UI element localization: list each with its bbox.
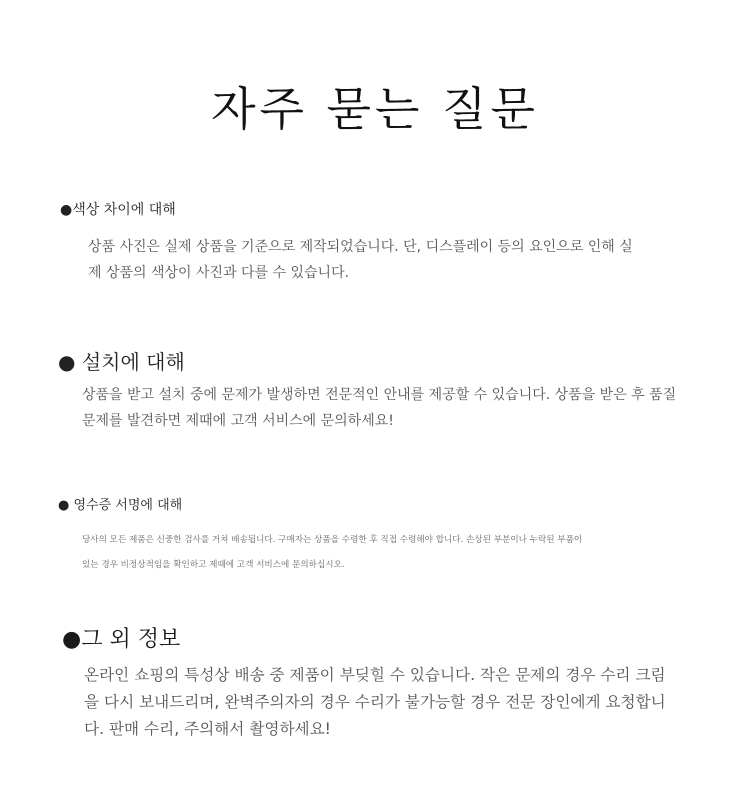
section-heading-text: 색상 차이에 대해 <box>72 202 176 218</box>
body-line: 상품을 받고 설치 중에 문제가 발생하면 전문적인 안내를 제공할 수 있습니다. 상품을 받은 후 품질 <box>82 387 677 403</box>
section-body <box>82 382 676 434</box>
body-line: 문제를 발견하면 제때에 고객 서비스에 문의하세요! <box>82 413 394 429</box>
body-line: 상품 사진은 실제 상품을 기준으로 제작되었습니다. 단, 디스플레이 등의 요인으로 인해 실 <box>88 239 633 255</box>
body-line: 당사의 모든 제품은 신중한 검사를 거쳐 배송됩니다. 구매자는 상품을 수령한 후 직접 수령해야 합니다. 손상된 부분이나 누락된 부품이 <box>82 535 583 545</box>
section-heading <box>58 496 182 516</box>
body-line: 을 다시 보내드리며, 완벽주의자의 경우 수리가 불가능할 경우 전문 장인에게 요청합니 <box>84 693 666 711</box>
section-heading <box>60 200 176 220</box>
section-body <box>88 234 633 286</box>
body-line: 있는 경우 비정상적임을 확인하고 제때에 고객 서비스에 문의하십시오. <box>82 560 345 570</box>
body-line: 온라인 쇼핑의 특성상 배송 중 제품이 부딪힐 수 있습니다. 작은 문제의 경우 수리 크림 <box>84 666 666 684</box>
body-line: 다. 판매 수리, 주의해서 촬영하세요! <box>84 720 331 738</box>
bullet-icon: ● <box>60 202 73 218</box>
bullet-icon: ● <box>62 627 82 652</box>
page-title: 자주 묻는 질문 <box>211 81 539 136</box>
section-body <box>82 528 582 578</box>
section-heading-text: 그 외 정보 <box>81 627 181 652</box>
body-line: 제 상품의 색상이 사진과 다를 수 있습니다. <box>88 265 350 281</box>
section-heading <box>58 348 185 376</box>
bullet-icon: ● <box>58 498 70 513</box>
section-heading <box>62 624 180 656</box>
bullet-icon: ● <box>58 350 76 374</box>
section-heading-text: 설치에 대해 <box>81 350 185 374</box>
section-heading-text: 영수증 서명에 대해 <box>73 498 183 513</box>
section-body <box>84 662 666 743</box>
